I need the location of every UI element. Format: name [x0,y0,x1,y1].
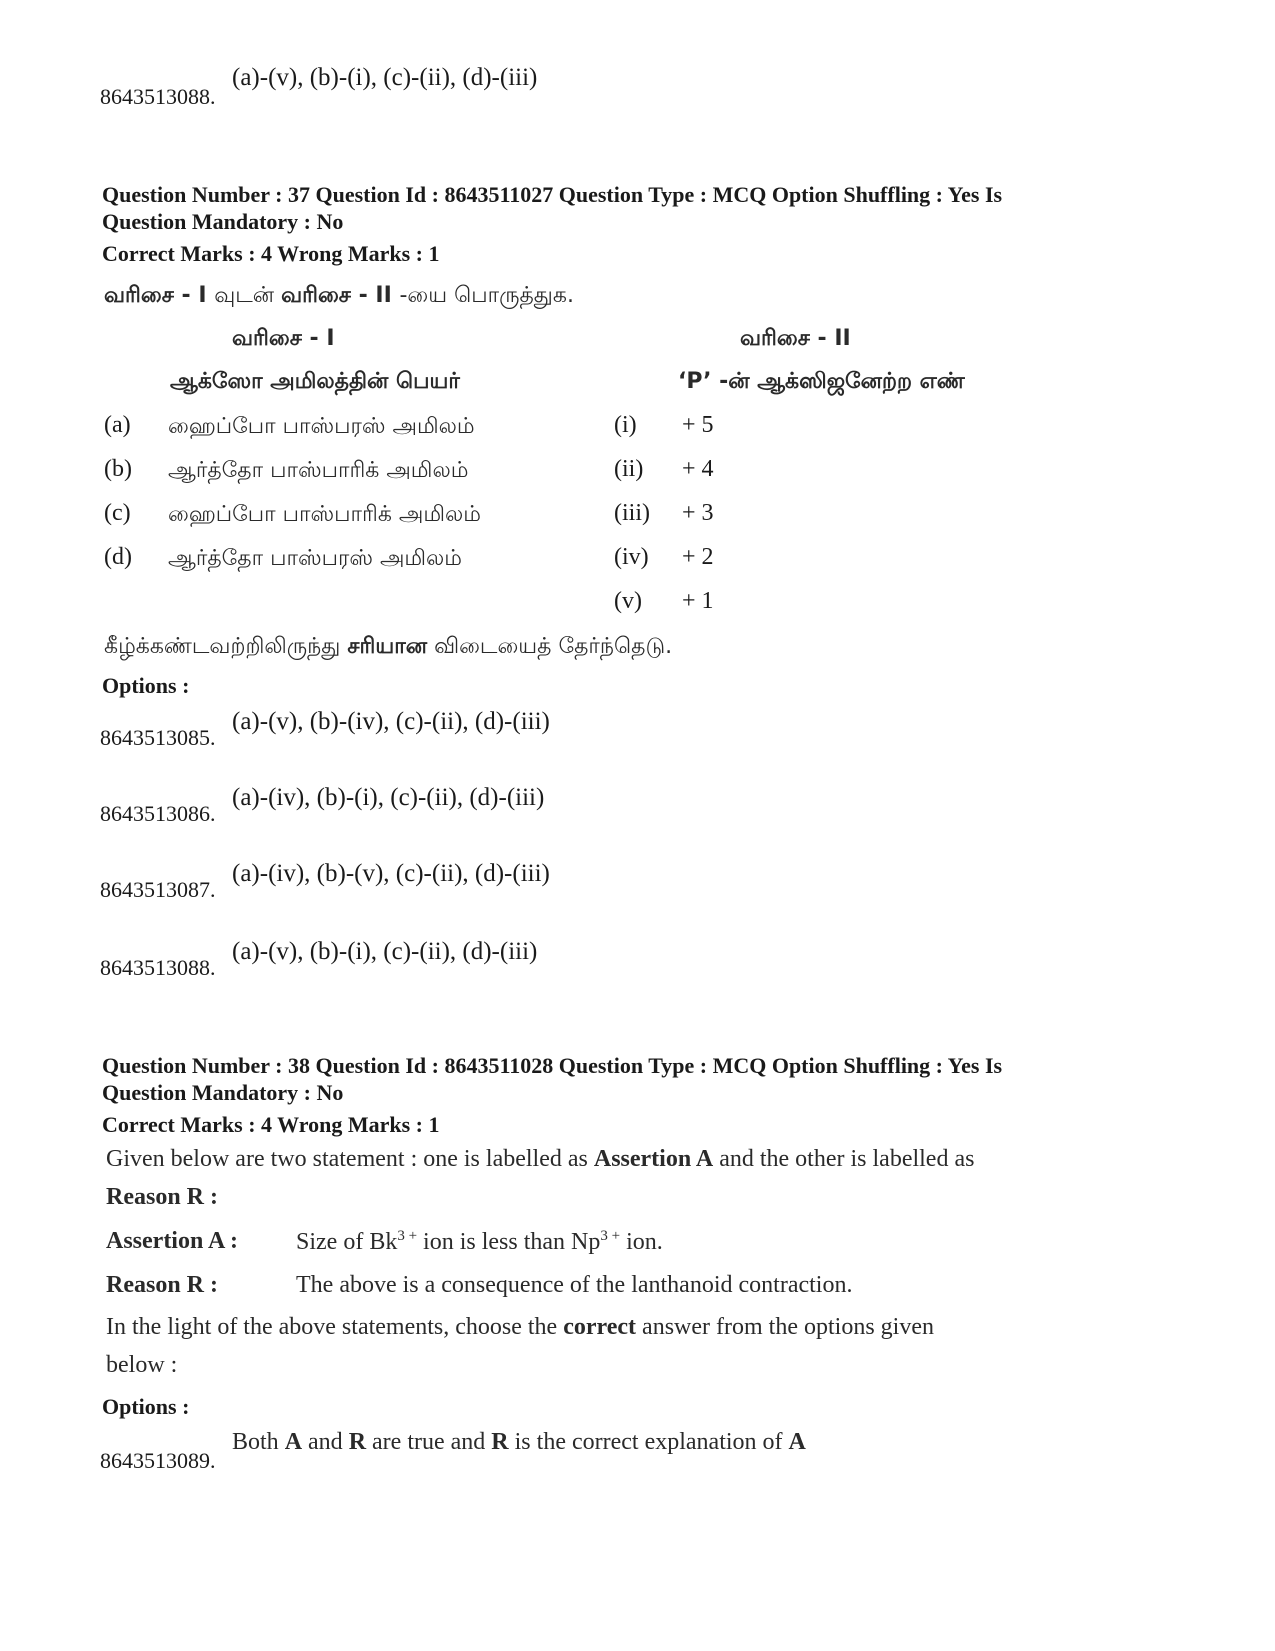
q38-header-line1: Question Number : 38 Question Id : 8643511028 Question Type : MCQ Option Shuffling : Yes Is [102,1053,1003,1078]
instr-part: In the light of the above statements, choose the [106,1314,564,1340]
choose-part: விடையைத் தேர்ந்தெடு. [427,634,673,659]
choose-part: சரியான [347,634,428,659]
list2-label: (iv) [614,544,649,570]
intro-part: Given below are two statement : one is labelled as [106,1146,594,1172]
option-id: 8643513086. [100,801,216,826]
option-part: is the correct explanation of [508,1429,789,1455]
option-id: 8643513088. [100,84,216,109]
list2-value: + 3 [682,500,714,526]
list1-label: (c) [104,500,131,526]
q37-options-label: Options : [102,673,190,698]
list2-label: (ii) [614,456,644,482]
list1-item: ஆர்த்தோ பாஸ்பாரிக் அமிலம் [168,458,469,483]
list1-title: வரிசை - I [232,326,335,351]
option-part: and [302,1429,349,1455]
intro-part: Assertion A [593,1146,714,1172]
option-part: Both [232,1429,285,1455]
option-text: (a)-(v), (b)-(i), (c)-(ii), (d)-(iii) [232,938,538,965]
list2-value: + 5 [682,412,714,438]
list1-item: ஆர்த்தோ பாஸ்பரஸ் அமிலம் [168,546,463,571]
list2-title: வரிசை - II [740,326,851,351]
superscript-charge: 3 + [600,1228,621,1244]
instruction-part: - II [350,283,400,308]
option-text: (a)-(v), (b)-(i), (c)-(ii), (d)-(iii) [232,64,538,91]
assertion-part: Size of Bk [296,1229,398,1255]
q37-marks: Correct Marks : 4 Wrong Marks : 1 [102,241,440,266]
list1-label: (a) [104,412,131,438]
option-text: (a)-(iv), (b)-(i), (c)-(ii), (d)-(iii) [232,784,545,811]
q37-header-line2: Question Mandatory : No [102,209,344,234]
q38-header-line2: Question Mandatory : No [102,1080,344,1105]
instr-part: correct [563,1314,637,1340]
list2-value: + 4 [682,456,714,482]
q37-choose-line [104,634,672,662]
q38-marks: Correct Marks : 4 Wrong Marks : 1 [102,1112,440,1137]
instruction-part: வரிசை [281,283,351,308]
list2-label: (iii) [614,500,650,526]
list1-subtitle: ஆக்ஸோ அமிலத்தின் பெயர் [170,369,460,394]
option-text: (a)-(iv), (b)-(v), (c)-(ii), (d)-(iii) [232,860,550,887]
option-part: A [284,1429,303,1455]
q38-intro [106,1146,974,1173]
q38-intro-line2: Reason R : [106,1184,218,1210]
option-part: R [348,1429,367,1455]
option-part: A [788,1429,806,1455]
q38-instruction-line2: below : [106,1352,178,1378]
superscript-charge: 3 + [397,1228,418,1244]
list2-value: + 2 [682,544,714,570]
assertion-label: Assertion A : [106,1228,238,1254]
option-id: 8643513088. [100,955,216,980]
option-part: R [491,1429,509,1455]
q38-options-label: Options : [102,1394,190,1419]
option-id: 8643513087. [100,877,216,902]
list2-label: (i) [614,412,637,438]
option-text [232,1429,806,1456]
option-id: 8643513089. [100,1448,216,1473]
list1-label: (b) [104,456,132,482]
assertion-part: ion. [620,1229,663,1255]
option-id: 8643513085. [100,725,216,750]
intro-part: and the other is labelled as [713,1146,975,1172]
assertion-part: ion is less than Np [417,1229,601,1255]
option-part: are true and [366,1429,492,1455]
reason-text: The above is a consequence of the lanthanoid contraction. [296,1272,853,1298]
list1-item: ஹைப்போ பாஸ்பரஸ் அமிலம் [168,414,475,439]
option-text: (a)-(v), (b)-(iv), (c)-(ii), (d)-(iii) [232,708,550,735]
q37-instruction [104,283,574,311]
reason-label: Reason R : [106,1272,218,1298]
instruction-part: -யை பொருத்துக. [399,283,574,308]
instruction-part: வுடன் [214,283,282,308]
list2-label: (v) [614,588,642,614]
list1-item: ஹைப்போ பாஸ்பாரிக் அமிலம் [168,502,481,527]
list2-value: + 1 [682,588,714,614]
q38-instruction [106,1314,934,1341]
instruction-part: வரிசை [104,283,174,308]
list2-subtitle: ‘P’ -ன் ஆக்ஸிஜனேற்ற எண் [678,369,965,394]
q37-header-line1: Question Number : 37 Question Id : 8643511027 Question Type : MCQ Option Shuffling : Yes Is [102,182,1003,207]
assertion-text [296,1228,663,1256]
list1-label: (d) [104,544,132,570]
instruction-part: - I [173,283,215,308]
choose-part: கீழ்க்கண்டவற்றிலிருந்து [104,634,348,659]
instr-part: answer from the options given [636,1314,934,1340]
